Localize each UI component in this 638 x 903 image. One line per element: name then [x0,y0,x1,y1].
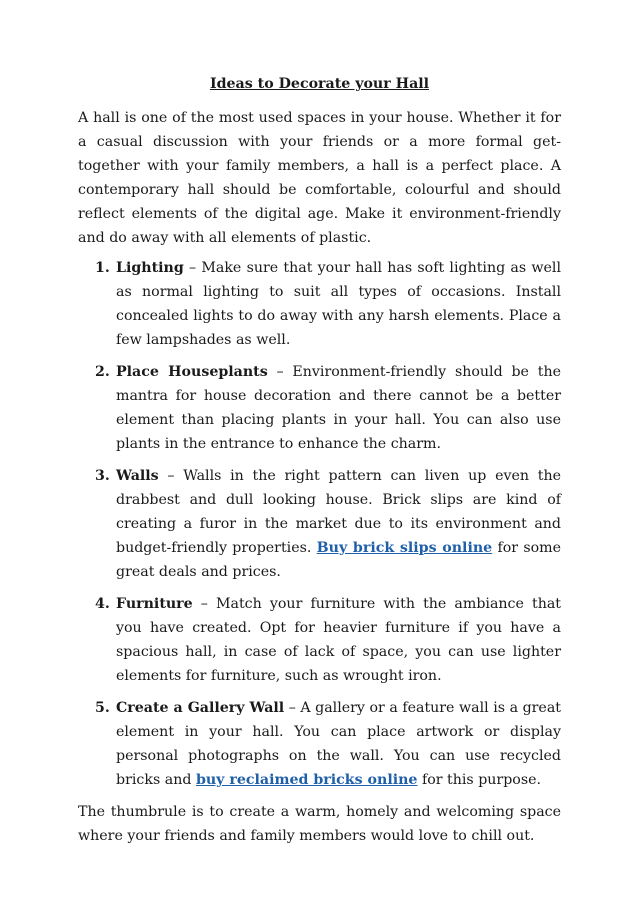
list-number: 4. [95,596,110,612]
list-item-houseplants [78,360,561,456]
item-term: Furniture [116,596,193,612]
item-term: Place Houseplants [116,364,268,380]
closing-paragraph: The thumbrule is to create a warm, homely and welcoming space where your friends and family members would love to chill out. [78,804,561,844]
buy-reclaimed-bricks-link[interactable]: buy reclaimed bricks online [195,772,418,788]
intro-paragraph: A hall is one of the most used spaces in your house. Whether it for a casual discussion with your friends or a more formal get-together with your family members, a hall is a perfect place. A contemporary hall should be comfortable, colourful and should reflect elements of the digital age. Make it environment-friendly and do away with all elements of plastic. [78,110,561,246]
item-term: Create a Gallery Wall [116,700,285,716]
item-text: – A gallery or a feature wall is a great element in your hall. You can place artwork or display personal photographs on the wall. You can use recycled bricks and [116,700,561,788]
list-number: 3. [95,468,110,484]
item-term: Lighting [116,260,184,276]
list-item-lighting [78,256,561,352]
list-number: 5. [95,700,110,716]
ideas-list [78,256,561,792]
list-item-walls [78,464,561,584]
item-text: – Walls in the right pattern can liven up even the drabbest and dull looking house. Brick slips are kind of creating a furor in the market due to its environment and budget-friendly properties. [116,468,561,556]
item-text: – Make sure that your hall has soft lighting as well as normal lighting to suit all types of occasions. Install concealed lights to do away with any harsh elements. Place a few lampshades as well. [116,260,561,348]
list-item-gallery-wall [78,696,561,792]
item-text-after: for this purpose. [417,772,542,788]
list-number: 2. [95,364,110,380]
list-item-furniture [78,592,561,688]
document-title: Ideas to Decorate your Hall [209,76,430,92]
item-text: – Match your furniture with the ambiance that you have created. Opt for heavier furniture if you have a spacious hall, in case of lack of space, you can use lighter elements for furniture, such as wrought iron. [116,596,561,684]
item-text: – Environment-friendly should be the mantra for house decoration and there cannot be a better element than placing plants in your hall. You can also use plants in the entrance to enhance the charm. [116,364,561,452]
document-page [78,72,561,848]
item-term: Walls [116,468,159,484]
buy-brick-slips-link[interactable]: Buy brick slips online [316,540,493,556]
item-text-after: for some great deals and prices. [116,540,561,580]
list-number: 1. [95,260,110,276]
